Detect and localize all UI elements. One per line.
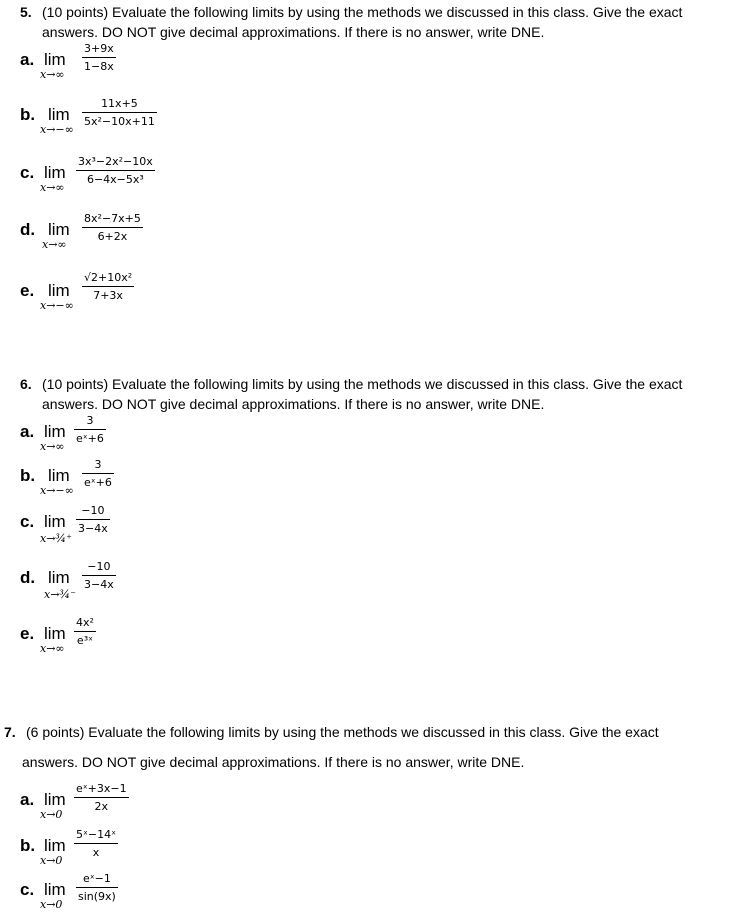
lim-operator: lim — [44, 790, 66, 809]
lim-operator: lim — [44, 880, 66, 899]
limit-approach: x→¾⁻ — [44, 588, 76, 601]
fraction-bar — [82, 473, 114, 474]
limit-approach: x→∞ — [42, 238, 67, 251]
part-label: c. — [20, 163, 35, 182]
fraction-bar — [82, 112, 157, 113]
numerator: 3x³−2x²−10x — [78, 155, 153, 168]
lim-operator: lim — [44, 422, 66, 441]
q5-part-b — [20, 97, 320, 143]
fraction — [76, 504, 110, 536]
denominator: 5x²−10x+11 — [84, 115, 155, 128]
question-text-line-2: answers. DO NOT give decimal approximations. If there is no answer, write DNE. — [22, 754, 525, 770]
q6-part-b — [20, 458, 320, 504]
fraction-bar — [74, 631, 96, 632]
denominator: sin(9x) — [78, 890, 116, 903]
lim-operator: lim — [48, 568, 70, 587]
question-number: 5. — [20, 4, 32, 20]
limit-approach: x→∞ — [40, 642, 65, 655]
limit-approach: x→0 — [40, 808, 63, 821]
part-label: a. — [20, 50, 35, 69]
denominator: 2x — [94, 800, 109, 813]
q6-part-e — [20, 616, 320, 662]
q5-part-d — [20, 212, 320, 258]
denominator: 3−4x — [84, 578, 114, 591]
limit-approach: x→−∞ — [40, 484, 74, 497]
numerator: eˣ−1 — [82, 872, 111, 885]
numerator: eˣ+3x−1 — [76, 782, 127, 795]
numerator: 4x² — [76, 616, 94, 629]
numerator: √2+10x² — [84, 271, 133, 284]
q5-part-e — [20, 271, 320, 317]
fraction-bar — [76, 887, 118, 888]
part-label: b. — [20, 466, 36, 485]
denominator: eˣ+6 — [84, 476, 112, 489]
fraction — [82, 97, 157, 129]
limit-approach: x→0 — [40, 854, 63, 867]
question-text-line-1: (10 points) Evaluate the following limits by using the methods we discussed in this class. Give the exact — [42, 376, 683, 392]
fraction — [82, 458, 114, 490]
fraction — [74, 414, 106, 446]
fraction — [82, 560, 116, 592]
question-text-line-1: (10 points) Evaluate the following limits by using the methods we discussed in this class. Give the exact — [42, 4, 683, 20]
q6-part-d — [20, 560, 320, 606]
lim-operator: lim — [48, 220, 70, 239]
fraction — [76, 872, 118, 904]
fraction-bar — [76, 170, 155, 171]
fraction-bar — [82, 227, 143, 228]
denominator: x — [92, 846, 100, 859]
part-label: d. — [20, 220, 36, 239]
lim-operator: lim — [44, 836, 66, 855]
part-label: e. — [20, 281, 35, 300]
q5-part-c — [20, 155, 320, 201]
fraction — [74, 616, 96, 648]
q7-part-c — [20, 872, 320, 918]
fraction-bar — [74, 843, 118, 844]
question-text-line-1: (6 points) Evaluate the following limits by using the methods we discussed in this class. Give the exact — [26, 724, 659, 740]
question-number: 7. — [4, 724, 16, 740]
lim-operator: lim — [48, 281, 70, 300]
fraction — [82, 212, 143, 244]
part-label: c. — [20, 512, 35, 531]
lim-operator: lim — [44, 50, 66, 69]
fraction-bar — [76, 519, 110, 520]
fraction-bar — [74, 429, 106, 430]
question-number: 6. — [20, 376, 32, 392]
lim-operator: lim — [44, 512, 66, 531]
part-label: a. — [20, 790, 35, 809]
fraction-bar — [82, 57, 116, 58]
q7-part-a — [20, 782, 320, 828]
limit-approach: x→∞ — [40, 440, 65, 453]
limit-approach: x→∞ — [40, 181, 65, 194]
numerator: −10 — [87, 560, 111, 573]
limit-approach: x→−∞ — [40, 299, 74, 312]
numerator: 11x+5 — [101, 97, 138, 110]
q7-part-b — [20, 828, 320, 874]
fraction — [74, 782, 129, 814]
lim-operator: lim — [44, 624, 66, 643]
numerator: 3+9x — [84, 42, 114, 55]
part-label: e. — [20, 624, 35, 643]
fraction — [82, 42, 116, 74]
numerator: 8x²−7x+5 — [84, 212, 141, 225]
denominator: 6−4x−5x³ — [86, 173, 144, 186]
denominator: 7+3x — [93, 289, 123, 302]
part-label: b. — [20, 836, 36, 855]
denominator: eˣ+6 — [76, 432, 104, 445]
q6-part-a — [20, 414, 320, 460]
numerator: −10 — [81, 504, 105, 517]
denominator: e³ˣ — [76, 634, 93, 647]
q5-part-a — [20, 42, 320, 88]
question-text-line-2: answers. DO NOT give decimal approximations. If there is no answer, write DNE. — [42, 24, 545, 40]
question-text-line-2: answers. DO NOT give decimal approximations. If there is no answer, write DNE. — [42, 396, 545, 412]
numerator: 3 — [86, 414, 94, 427]
numerator: 3 — [94, 458, 102, 471]
limit-approach: x→−∞ — [40, 123, 74, 136]
denominator: 3−4x — [78, 522, 108, 535]
fraction — [82, 271, 134, 303]
part-label: d. — [20, 568, 36, 587]
part-label: a. — [20, 422, 35, 441]
lim-operator: lim — [44, 163, 66, 182]
fraction-bar — [82, 286, 134, 287]
limit-approach: x→0 — [40, 898, 63, 911]
lim-operator: lim — [48, 466, 70, 485]
limit-approach: x→¾⁺ — [40, 532, 72, 545]
denominator: 1−8x — [84, 60, 114, 73]
fraction — [76, 155, 155, 187]
fraction-bar — [74, 797, 129, 798]
fraction — [74, 828, 118, 860]
limit-approach: x→∞ — [40, 68, 65, 81]
fraction-bar — [82, 575, 116, 576]
lim-operator: lim — [48, 105, 70, 124]
numerator: 5ˣ−14ˣ — [76, 828, 116, 841]
q6-part-c — [20, 504, 320, 550]
denominator: 6+2x — [97, 230, 128, 243]
part-label: c. — [20, 880, 35, 899]
part-label: b. — [20, 105, 36, 124]
